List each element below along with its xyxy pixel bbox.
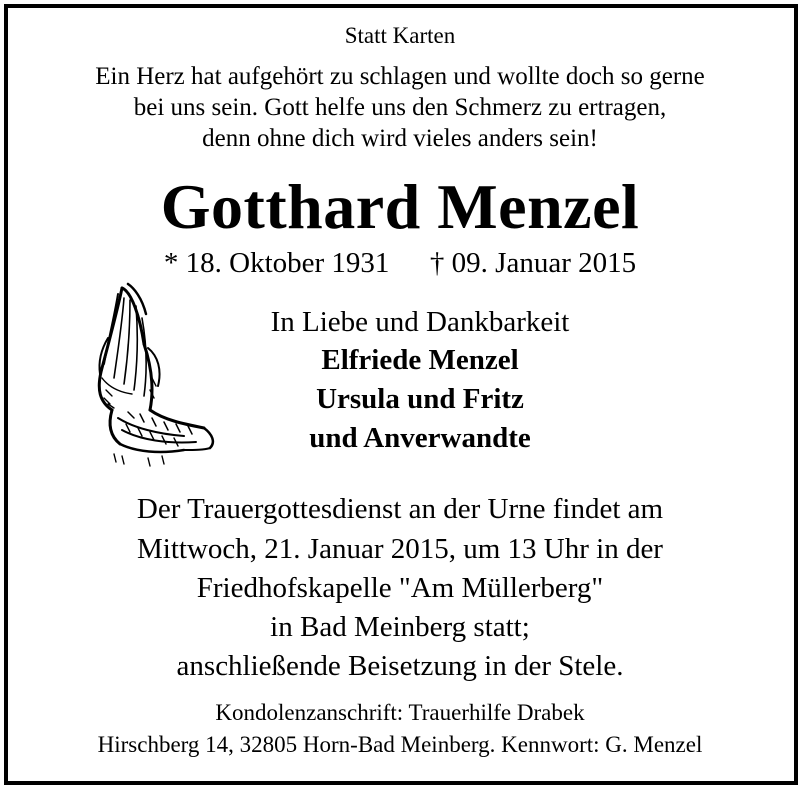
birth-date: 18. Oktober 1931 <box>185 247 390 279</box>
poem-line-3: denn ohne dich wird vieles anders sein! <box>202 125 598 152</box>
footer-line-2: Hirschberg 14, 32805 Horn-Bad Meinberg. Kennwort: G. Menzel <box>97 732 703 757</box>
header-title: Statt Karten <box>344 23 456 48</box>
mourner-name-2: Ursula und Fritz <box>316 383 524 415</box>
poem-line-1: Ein Herz hat aufgehört zu schlagen und wollte doch so gerne <box>95 63 705 90</box>
death-symbol: † <box>429 247 445 279</box>
deceased-name: Gotthard Menzel <box>160 171 640 242</box>
mourner-name-1: Elfriede Menzel <box>321 344 519 376</box>
life-dates <box>0 246 800 280</box>
service-line-2: Mittwoch, 21. Januar 2015, um 13 Uhr in der <box>137 533 663 565</box>
service-line-1: Der Trauergottesdienst an der Urne findet am <box>136 493 664 525</box>
birth-symbol: * <box>163 247 179 279</box>
footer-line-1: Kondolenzanschrift: Trauerhilfe Drabek <box>215 700 585 725</box>
mourners-intro: In Liebe und Dankbarkeit <box>270 306 570 338</box>
service-line-4: in Bad Meinberg statt; <box>270 611 530 643</box>
poem-line-2: bei uns sein. Gott helfe uns den Schmerz zu ertragen, <box>133 94 667 121</box>
death-date: 09. Januar 2015 <box>451 247 637 279</box>
service-line-5: anschließende Beisetzung in der Stele. <box>176 650 624 682</box>
service-line-3: Friedhofskapelle "Am Müllerberg" <box>196 572 604 604</box>
mourner-name-3: und Anverwandte <box>309 422 531 454</box>
